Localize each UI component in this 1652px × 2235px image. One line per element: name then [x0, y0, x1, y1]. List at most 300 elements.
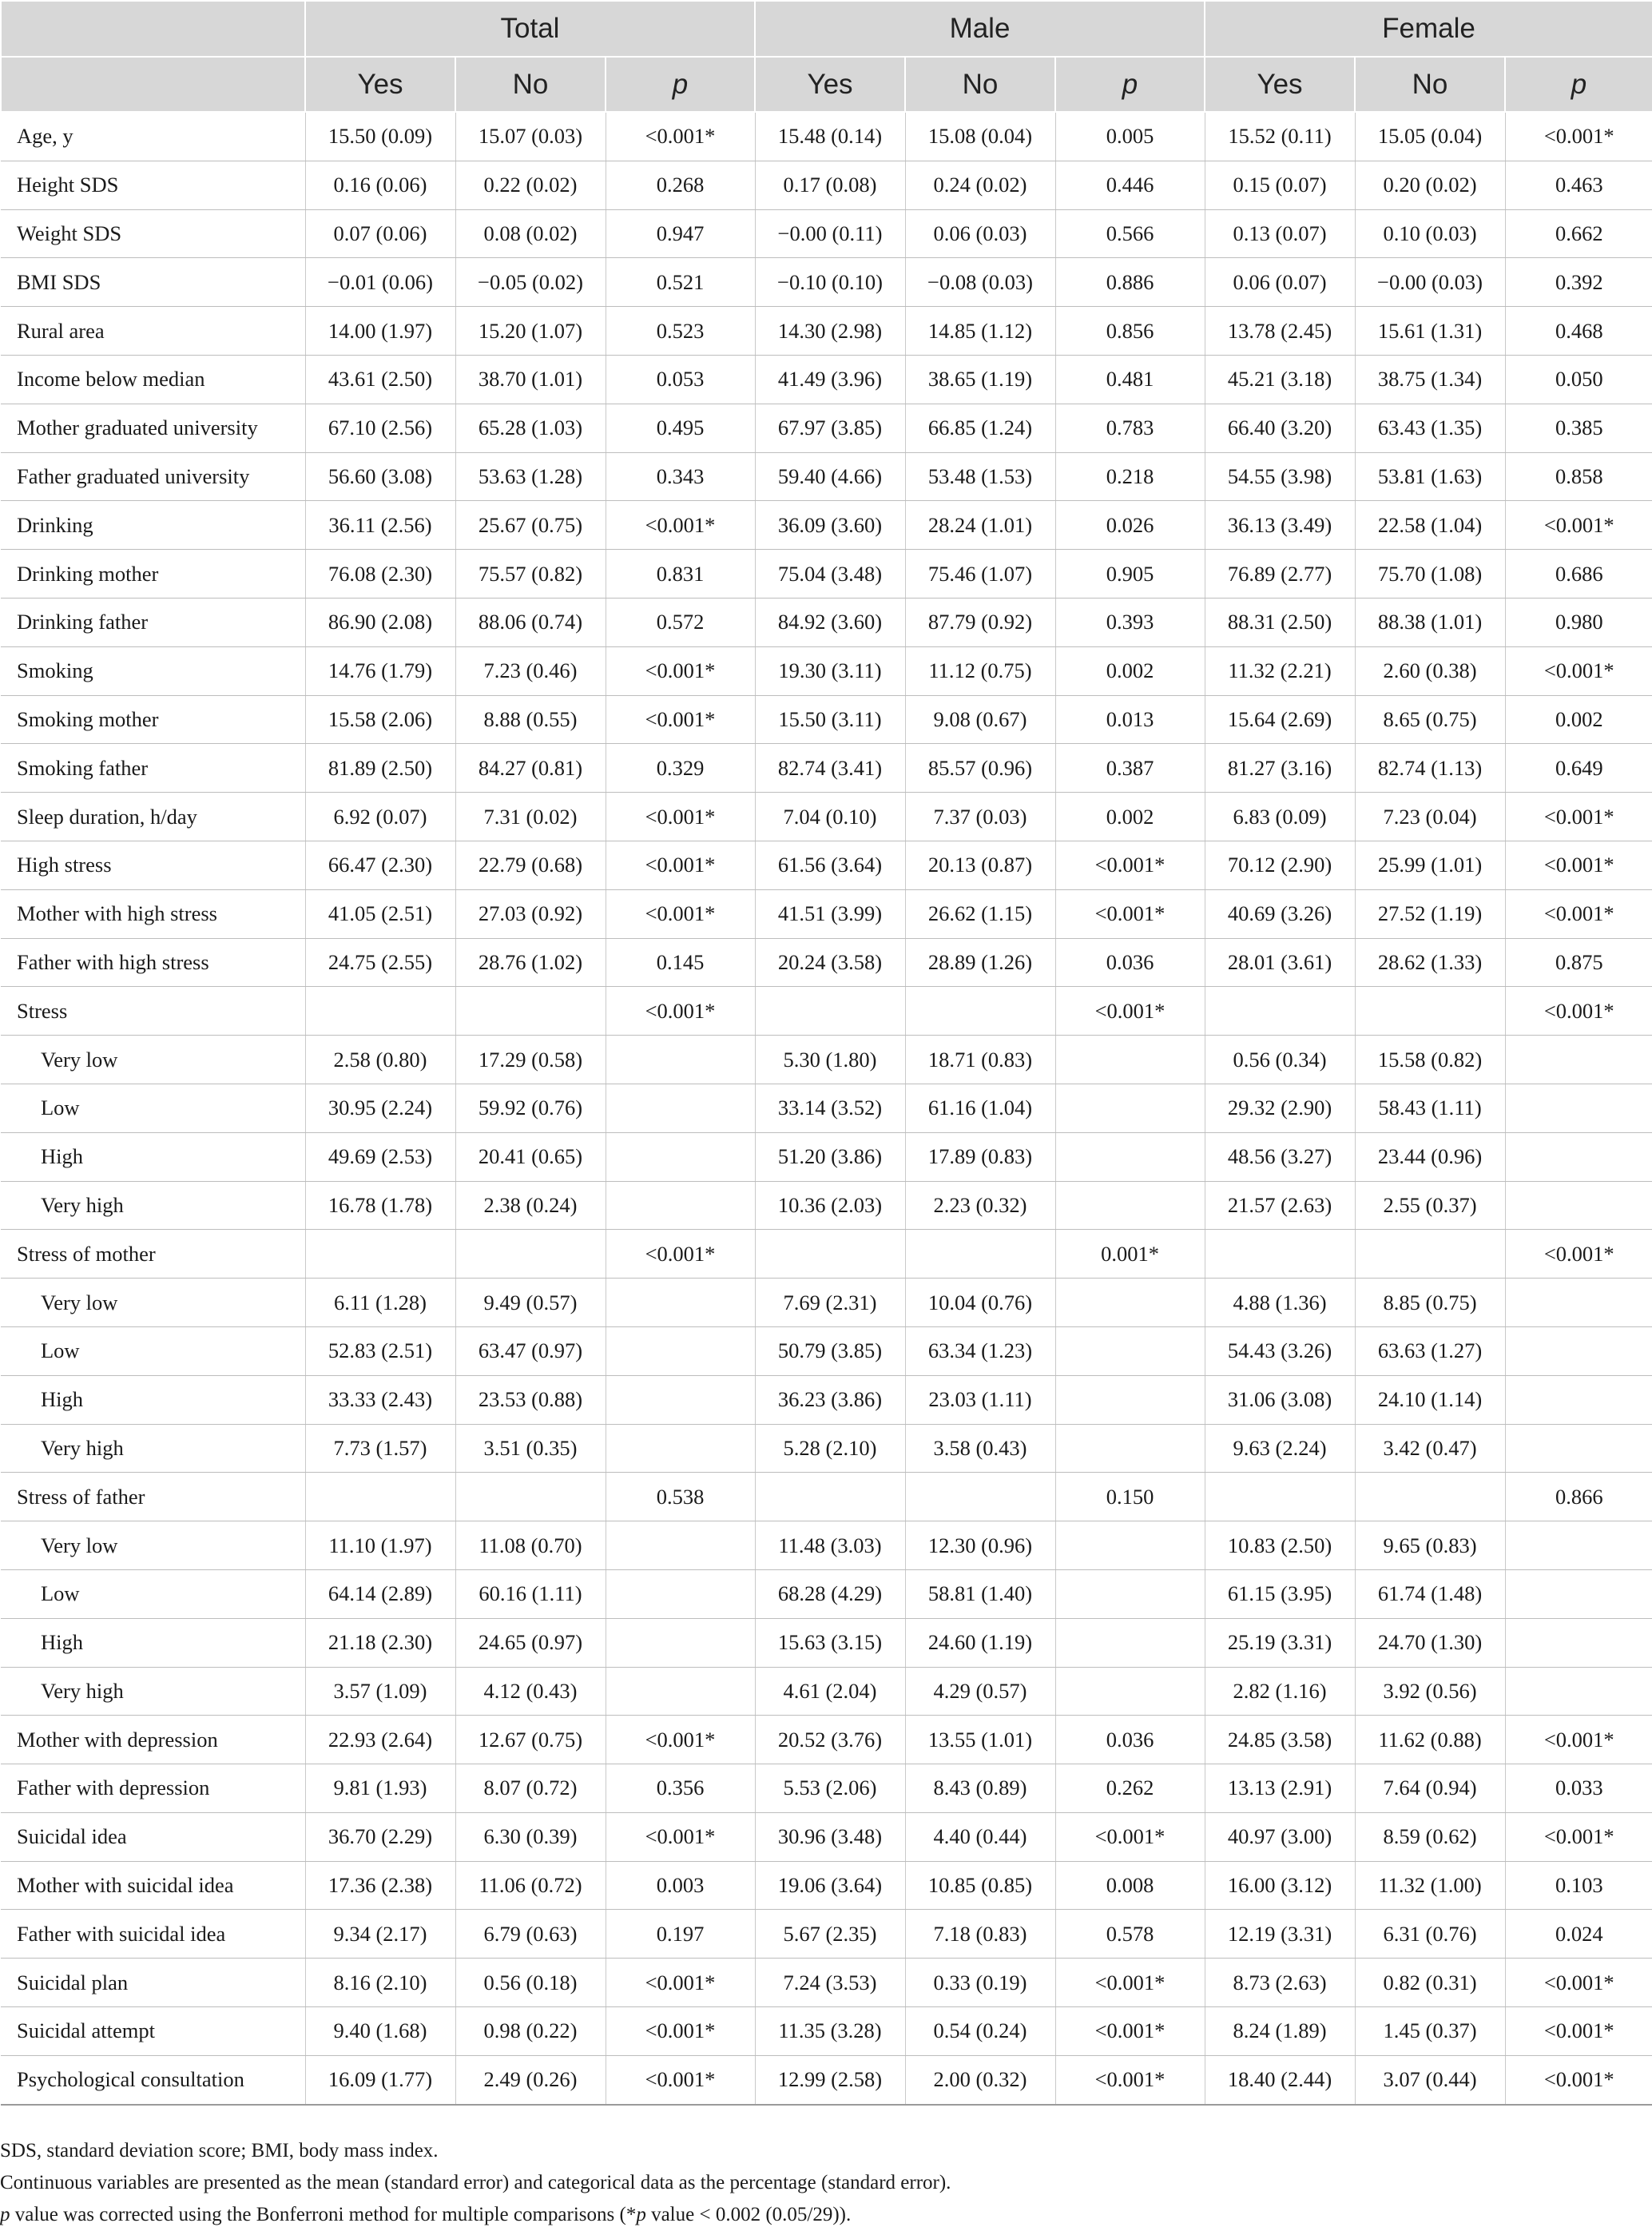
row-label: Drinking — [1, 501, 305, 550]
cell-total-yes — [305, 1473, 455, 1521]
cell-male-no: 75.46 (1.07) — [905, 550, 1055, 599]
row-label: Weight SDS — [1, 209, 305, 258]
row-label: Suicidal idea — [1, 1812, 305, 1861]
cell-male-p: 0.783 — [1055, 404, 1205, 452]
row-label: Suicidal attempt — [1, 2007, 305, 2056]
cell-total-no: 20.41 (0.65) — [455, 1132, 606, 1181]
row-label: Height SDS — [1, 161, 305, 209]
cell-male-p: <0.001* — [1055, 1812, 1205, 1861]
cell-male-yes: 15.63 (3.15) — [755, 1618, 905, 1667]
row-label: Smoking mother — [1, 695, 305, 744]
cell-male-yes: 7.04 (0.10) — [755, 793, 905, 841]
header-group-row — [1, 1, 1652, 57]
cell-male-no: 17.89 (0.83) — [905, 1132, 1055, 1181]
cell-total-p: 0.003 — [606, 1861, 755, 1910]
cell-female-no: 3.42 (0.47) — [1355, 1424, 1505, 1473]
cell-total-yes: 41.05 (2.51) — [305, 889, 455, 938]
cell-male-yes: 61.56 (3.64) — [755, 841, 905, 889]
cell-total-p: 0.329 — [606, 744, 755, 793]
cell-female-yes: 40.97 (3.00) — [1205, 1812, 1355, 1861]
cell-total-p: 0.495 — [606, 404, 755, 452]
cell-male-no: 26.62 (1.15) — [905, 889, 1055, 938]
cell-female-no: 1.45 (0.37) — [1355, 2007, 1505, 2056]
cell-female-yes: 9.63 (2.24) — [1205, 1424, 1355, 1473]
cell-male-p: 0.905 — [1055, 550, 1205, 599]
cell-female-yes: 18.40 (2.44) — [1205, 2055, 1355, 2104]
cell-male-yes: 68.28 (4.29) — [755, 1569, 905, 1618]
cell-total-no: 3.51 (0.35) — [455, 1424, 606, 1473]
table-row — [1, 744, 1652, 793]
row-label: Smoking — [1, 646, 305, 695]
cell-total-p: <0.001* — [606, 2055, 755, 2104]
cell-male-yes: 0.17 (0.08) — [755, 161, 905, 209]
cell-total-yes: 9.40 (1.68) — [305, 2007, 455, 2056]
cell-total-yes: 86.90 (2.08) — [305, 598, 455, 646]
table-row — [1, 1036, 1652, 1084]
cell-total-no: 75.57 (0.82) — [455, 550, 606, 599]
cell-female-no: 7.23 (0.04) — [1355, 793, 1505, 841]
cell-total-yes: 9.34 (2.17) — [305, 1910, 455, 1959]
cell-female-no: 63.63 (1.27) — [1355, 1326, 1505, 1375]
row-label: Sleep duration, h/day — [1, 793, 305, 841]
cell-female-no: 8.59 (0.62) — [1355, 1812, 1505, 1861]
cell-female-no: 11.62 (0.88) — [1355, 1716, 1505, 1764]
cell-total-no: 25.67 (0.75) — [455, 501, 606, 550]
cell-total-no — [455, 987, 606, 1036]
cell-total-p — [606, 1279, 755, 1327]
cell-male-yes: 41.51 (3.99) — [755, 889, 905, 938]
cell-male-p: 0.026 — [1055, 501, 1205, 550]
cell-total-no: 65.28 (1.03) — [455, 404, 606, 452]
cell-female-no: 28.62 (1.33) — [1355, 938, 1505, 987]
table-row — [1, 112, 1652, 161]
cell-female-no: 27.52 (1.19) — [1355, 889, 1505, 938]
cell-total-yes: 43.61 (2.50) — [305, 355, 455, 404]
cell-total-yes — [305, 987, 455, 1036]
cell-female-p: 0.662 — [1505, 209, 1652, 258]
cell-female-no: −0.00 (0.03) — [1355, 258, 1505, 307]
cell-total-yes: 36.70 (2.29) — [305, 1812, 455, 1861]
cell-female-yes: 0.06 (0.07) — [1205, 258, 1355, 307]
cell-total-no: 23.53 (0.88) — [455, 1375, 606, 1424]
cell-male-no: 53.48 (1.53) — [905, 452, 1055, 501]
cell-total-yes: 21.18 (2.30) — [305, 1618, 455, 1667]
cell-male-p — [1055, 1279, 1205, 1327]
cell-total-p — [606, 1326, 755, 1375]
table-row — [1, 209, 1652, 258]
cell-female-yes: 36.13 (3.49) — [1205, 501, 1355, 550]
cell-female-yes: 10.83 (2.50) — [1205, 1521, 1355, 1570]
cell-total-yes: 6.92 (0.07) — [305, 793, 455, 841]
footnote-bonferroni-text-b: value < 0.002 (0.05/29)). — [645, 2204, 852, 2225]
table-row — [1, 1861, 1652, 1910]
cell-male-no: 0.54 (0.24) — [905, 2007, 1055, 2056]
cell-total-p: 0.268 — [606, 161, 755, 209]
row-label: Very low — [1, 1279, 305, 1327]
cell-female-yes: 88.31 (2.50) — [1205, 598, 1355, 646]
table-row — [1, 646, 1652, 695]
cell-total-yes: 6.11 (1.28) — [305, 1279, 455, 1327]
cell-total-yes: 16.09 (1.77) — [305, 2055, 455, 2104]
cell-male-no: 13.55 (1.01) — [905, 1716, 1055, 1764]
cell-male-yes: 5.67 (2.35) — [755, 1910, 905, 1959]
cell-total-yes: 11.10 (1.97) — [305, 1521, 455, 1570]
cell-total-p: 0.145 — [606, 938, 755, 987]
row-label: Drinking father — [1, 598, 305, 646]
table-row — [1, 1230, 1652, 1279]
cell-female-yes: 21.57 (2.63) — [1205, 1181, 1355, 1230]
table-row — [1, 987, 1652, 1036]
cell-male-p: 0.886 — [1055, 258, 1205, 307]
cell-female-no: 8.65 (0.75) — [1355, 695, 1505, 744]
table-row — [1, 1812, 1652, 1861]
cell-male-no: 18.71 (0.83) — [905, 1036, 1055, 1084]
header-female-no: No — [1355, 57, 1505, 112]
header-total-yes: Yes — [305, 57, 455, 112]
cell-total-p: 0.831 — [606, 550, 755, 599]
cell-female-p — [1505, 1375, 1652, 1424]
cell-total-p: <0.001* — [606, 889, 755, 938]
cell-female-yes: 11.32 (2.21) — [1205, 646, 1355, 695]
cell-male-no: 2.23 (0.32) — [905, 1181, 1055, 1230]
cell-male-no: 0.33 (0.19) — [905, 1959, 1055, 2007]
cell-male-p: 0.218 — [1055, 452, 1205, 501]
cell-female-no: 3.07 (0.44) — [1355, 2055, 1505, 2104]
cell-total-yes: 64.14 (2.89) — [305, 1569, 455, 1618]
cell-total-no: 15.20 (1.07) — [455, 307, 606, 356]
cell-female-p: 0.463 — [1505, 161, 1652, 209]
table-footnotes — [0, 2135, 1652, 2231]
table-row — [1, 1279, 1652, 1327]
header-male-no: No — [905, 57, 1055, 112]
cell-male-no: 0.06 (0.03) — [905, 209, 1055, 258]
header-female-yes: Yes — [1205, 57, 1355, 112]
cell-total-no: 17.29 (0.58) — [455, 1036, 606, 1084]
table-row — [1, 258, 1652, 307]
cell-total-p: <0.001* — [606, 1812, 755, 1861]
cell-male-p — [1055, 1521, 1205, 1570]
cell-total-yes: 52.83 (2.51) — [305, 1326, 455, 1375]
header-male-p: p — [1055, 57, 1205, 112]
cell-female-no — [1355, 987, 1505, 1036]
cell-male-p: <0.001* — [1055, 889, 1205, 938]
cell-male-yes: 11.35 (3.28) — [755, 2007, 905, 2056]
row-label: Very high — [1, 1667, 305, 1716]
cell-male-yes: 15.50 (3.11) — [755, 695, 905, 744]
cell-female-yes: 24.85 (3.58) — [1205, 1716, 1355, 1764]
cell-male-yes: 30.96 (3.48) — [755, 1812, 905, 1861]
table-row — [1, 889, 1652, 938]
cell-female-no — [1355, 1473, 1505, 1521]
table-row — [1, 1473, 1652, 1521]
cell-female-p: 0.686 — [1505, 550, 1652, 599]
cell-total-p: <0.001* — [606, 1230, 755, 1279]
cell-total-yes: 0.07 (0.06) — [305, 209, 455, 258]
cell-total-no: 27.03 (0.92) — [455, 889, 606, 938]
header-female-p: p — [1505, 57, 1652, 112]
cell-male-p — [1055, 1132, 1205, 1181]
cell-female-no — [1355, 1230, 1505, 1279]
cell-total-yes: 33.33 (2.43) — [305, 1375, 455, 1424]
cell-male-p: <0.001* — [1055, 987, 1205, 1036]
cell-male-yes — [755, 987, 905, 1036]
cell-female-p — [1505, 1618, 1652, 1667]
cell-total-p: 0.053 — [606, 355, 755, 404]
row-label: Stress — [1, 987, 305, 1036]
table-row — [1, 1716, 1652, 1764]
table-row — [1, 841, 1652, 889]
row-label: High — [1, 1132, 305, 1181]
row-label: Very low — [1, 1521, 305, 1570]
cell-male-p — [1055, 1181, 1205, 1230]
cell-male-p — [1055, 1569, 1205, 1618]
cell-male-no: 7.18 (0.83) — [905, 1910, 1055, 1959]
cell-female-no: 7.64 (0.94) — [1355, 1764, 1505, 1813]
cell-male-p: 0.005 — [1055, 112, 1205, 161]
cell-female-no: 11.32 (1.00) — [1355, 1861, 1505, 1910]
row-label: Low — [1, 1569, 305, 1618]
cell-male-yes: 5.30 (1.80) — [755, 1036, 905, 1084]
cell-female-yes: 13.78 (2.45) — [1205, 307, 1355, 356]
cell-total-yes: 8.16 (2.10) — [305, 1959, 455, 2007]
cell-female-p: <0.001* — [1505, 501, 1652, 550]
cell-female-yes: 70.12 (2.90) — [1205, 841, 1355, 889]
cell-total-yes: 81.89 (2.50) — [305, 744, 455, 793]
header-sub-row — [1, 57, 1652, 112]
cell-female-yes: 0.56 (0.34) — [1205, 1036, 1355, 1084]
cell-male-no: 58.81 (1.40) — [905, 1569, 1055, 1618]
cell-male-yes — [755, 1230, 905, 1279]
cell-total-p — [606, 1618, 755, 1667]
cell-female-no: 75.70 (1.08) — [1355, 550, 1505, 599]
cell-female-p: <0.001* — [1505, 1812, 1652, 1861]
cell-female-p: 0.033 — [1505, 1764, 1652, 1813]
cell-male-yes: 50.79 (3.85) — [755, 1326, 905, 1375]
cell-total-no: 7.23 (0.46) — [455, 646, 606, 695]
cell-total-no: 2.49 (0.26) — [455, 2055, 606, 2104]
cell-female-no: 8.85 (0.75) — [1355, 1279, 1505, 1327]
cell-male-p: 0.481 — [1055, 355, 1205, 404]
row-label: Stress of father — [1, 1473, 305, 1521]
cell-total-no: 6.79 (0.63) — [455, 1910, 606, 1959]
cell-female-yes: 4.88 (1.36) — [1205, 1279, 1355, 1327]
cell-total-no: 6.30 (0.39) — [455, 1812, 606, 1861]
cell-total-no: 11.06 (0.72) — [455, 1861, 606, 1910]
cell-male-yes: 19.30 (3.11) — [755, 646, 905, 695]
cell-total-no: 0.98 (0.22) — [455, 2007, 606, 2056]
cell-female-p: 0.980 — [1505, 598, 1652, 646]
cell-male-no: 24.60 (1.19) — [905, 1618, 1055, 1667]
cell-total-yes — [305, 1230, 455, 1279]
cell-male-no: 2.00 (0.32) — [905, 2055, 1055, 2104]
cell-male-yes: 36.23 (3.86) — [755, 1375, 905, 1424]
cell-total-p: <0.001* — [606, 646, 755, 695]
cell-female-p: 0.103 — [1505, 1861, 1652, 1910]
header-male: Male — [755, 1, 1205, 57]
cell-total-yes: 22.93 (2.64) — [305, 1716, 455, 1764]
cell-male-yes: 20.24 (3.58) — [755, 938, 905, 987]
cell-female-no: 61.74 (1.48) — [1355, 1569, 1505, 1618]
cell-male-yes: 20.52 (3.76) — [755, 1716, 905, 1764]
table-row — [1, 550, 1652, 599]
header-blank-cell — [1, 1, 305, 57]
row-label: Father with depression — [1, 1764, 305, 1813]
cell-total-yes: 30.95 (2.24) — [305, 1084, 455, 1132]
cell-female-p: <0.001* — [1505, 112, 1652, 161]
cell-total-no: −0.05 (0.02) — [455, 258, 606, 307]
cell-female-p — [1505, 1181, 1652, 1230]
cell-female-yes: 8.24 (1.89) — [1205, 2007, 1355, 2056]
cell-female-p: <0.001* — [1505, 1959, 1652, 2007]
cell-male-p — [1055, 1036, 1205, 1084]
cell-female-p — [1505, 1132, 1652, 1181]
cell-total-no: 12.67 (0.75) — [455, 1716, 606, 1764]
cell-male-yes — [755, 1473, 905, 1521]
footnote-bonferroni-text-a: value was corrected using the Bonferroni method for multiple comparisons (* — [10, 2204, 637, 2225]
cell-male-p: 0.856 — [1055, 307, 1205, 356]
cell-male-no: 85.57 (0.96) — [905, 744, 1055, 793]
cell-female-p: 0.649 — [1505, 744, 1652, 793]
cell-male-p: 0.002 — [1055, 646, 1205, 695]
cell-total-p: <0.001* — [606, 841, 755, 889]
cell-male-yes: 5.53 (2.06) — [755, 1764, 905, 1813]
table-row — [1, 2055, 1652, 2104]
cell-female-p: <0.001* — [1505, 2007, 1652, 2056]
cell-total-yes: 66.47 (2.30) — [305, 841, 455, 889]
cell-total-no: 28.76 (1.02) — [455, 938, 606, 987]
row-label: Very high — [1, 1424, 305, 1473]
cell-male-yes: 41.49 (3.96) — [755, 355, 905, 404]
table-row — [1, 355, 1652, 404]
cell-female-p — [1505, 1279, 1652, 1327]
cell-male-yes: 14.30 (2.98) — [755, 307, 905, 356]
cell-male-yes: 5.28 (2.10) — [755, 1424, 905, 1473]
cell-total-no: 9.49 (0.57) — [455, 1279, 606, 1327]
cell-female-p: <0.001* — [1505, 2055, 1652, 2104]
cell-total-p — [606, 1424, 755, 1473]
cell-female-yes: 61.15 (3.95) — [1205, 1569, 1355, 1618]
cell-female-yes: 8.73 (2.63) — [1205, 1959, 1355, 2007]
cell-total-p: <0.001* — [606, 987, 755, 1036]
cell-male-p: 0.036 — [1055, 938, 1205, 987]
row-label: Mother with depression — [1, 1716, 305, 1764]
header-male-yes: Yes — [755, 57, 905, 112]
cell-female-p — [1505, 1424, 1652, 1473]
cell-female-p: <0.001* — [1505, 841, 1652, 889]
cell-female-yes: 45.21 (3.18) — [1205, 355, 1355, 404]
cell-female-no: 2.55 (0.37) — [1355, 1181, 1505, 1230]
footnote-p-symbol: p — [636, 2204, 646, 2225]
cell-total-yes: 76.08 (2.30) — [305, 550, 455, 599]
cell-male-p: <0.001* — [1055, 2055, 1205, 2104]
cell-male-no: 14.85 (1.12) — [905, 307, 1055, 356]
cell-female-p — [1505, 1326, 1652, 1375]
cell-total-yes: 15.50 (0.09) — [305, 112, 455, 161]
cell-female-no: 38.75 (1.34) — [1355, 355, 1505, 404]
cell-male-no: 28.24 (1.01) — [905, 501, 1055, 550]
cell-male-p: 0.393 — [1055, 598, 1205, 646]
cell-female-no: 25.99 (1.01) — [1355, 841, 1505, 889]
row-label: Mother with high stress — [1, 889, 305, 938]
cell-total-no: 2.38 (0.24) — [455, 1181, 606, 1230]
cell-total-yes: 9.81 (1.93) — [305, 1764, 455, 1813]
cell-female-no: 0.82 (0.31) — [1355, 1959, 1505, 2007]
cell-female-p: 0.858 — [1505, 452, 1652, 501]
cell-female-p: 0.392 — [1505, 258, 1652, 307]
cell-total-p: 0.523 — [606, 307, 755, 356]
cell-male-yes: 67.97 (3.85) — [755, 404, 905, 452]
cell-male-no: 7.37 (0.03) — [905, 793, 1055, 841]
footnote-bonferroni — [0, 2199, 1652, 2231]
table-row — [1, 1618, 1652, 1667]
table-body — [1, 112, 1652, 2105]
cell-total-p — [606, 1084, 755, 1132]
cell-total-p — [606, 1569, 755, 1618]
cell-female-no: 88.38 (1.01) — [1355, 598, 1505, 646]
cell-male-p: 0.001* — [1055, 1230, 1205, 1279]
cell-total-p — [606, 1036, 755, 1084]
cell-female-p: <0.001* — [1505, 646, 1652, 695]
cell-total-no: 0.08 (0.02) — [455, 209, 606, 258]
cell-total-p — [606, 1132, 755, 1181]
cell-male-p: <0.001* — [1055, 2007, 1205, 2056]
cell-female-no: 22.58 (1.04) — [1355, 501, 1505, 550]
cell-male-no — [905, 1230, 1055, 1279]
footnote-abbreviations: SDS, standard deviation score; BMI, body mass index. — [0, 2140, 439, 2161]
cell-male-p — [1055, 1667, 1205, 1716]
cell-female-yes: 16.00 (3.12) — [1205, 1861, 1355, 1910]
cell-male-p: 0.566 — [1055, 209, 1205, 258]
cell-total-no: 84.27 (0.81) — [455, 744, 606, 793]
cell-female-p: <0.001* — [1505, 793, 1652, 841]
cell-male-no: 87.79 (0.92) — [905, 598, 1055, 646]
table-row — [1, 1569, 1652, 1618]
cell-male-yes: 7.24 (3.53) — [755, 1959, 905, 2007]
cell-total-no: 38.70 (1.01) — [455, 355, 606, 404]
cell-male-p — [1055, 1424, 1205, 1473]
cell-female-yes: 66.40 (3.20) — [1205, 404, 1355, 452]
cell-total-no — [455, 1230, 606, 1279]
cell-male-no: 0.24 (0.02) — [905, 161, 1055, 209]
cell-female-yes: 15.52 (0.11) — [1205, 112, 1355, 161]
row-label: Very high — [1, 1181, 305, 1230]
row-label: Smoking father — [1, 744, 305, 793]
cell-total-no: 53.63 (1.28) — [455, 452, 606, 501]
cell-male-yes: 84.92 (3.60) — [755, 598, 905, 646]
table-row — [1, 1959, 1652, 2007]
table-row — [1, 307, 1652, 356]
header-total-p: p — [606, 57, 755, 112]
cell-total-p: 0.197 — [606, 1910, 755, 1959]
cell-total-no: 15.07 (0.03) — [455, 112, 606, 161]
footnote-methods: Continuous variables are presented as the mean (standard error) and categorical data as the percentage (standard error). — [0, 2172, 951, 2193]
row-label: Income below median — [1, 355, 305, 404]
row-label: Mother with suicidal idea — [1, 1861, 305, 1910]
table-row — [1, 1764, 1652, 1813]
cell-female-yes: 29.32 (2.90) — [1205, 1084, 1355, 1132]
cell-male-no: 28.89 (1.26) — [905, 938, 1055, 987]
cell-male-no — [905, 1473, 1055, 1521]
cell-female-yes: 48.56 (3.27) — [1205, 1132, 1355, 1181]
cell-female-yes: 31.06 (3.08) — [1205, 1375, 1355, 1424]
cell-male-p — [1055, 1375, 1205, 1424]
cell-female-yes: 6.83 (0.09) — [1205, 793, 1355, 841]
cell-female-p: 0.866 — [1505, 1473, 1652, 1521]
cell-male-p — [1055, 1084, 1205, 1132]
cell-female-yes: 54.55 (3.98) — [1205, 452, 1355, 501]
table-row — [1, 1375, 1652, 1424]
cell-female-no: 63.43 (1.35) — [1355, 404, 1505, 452]
